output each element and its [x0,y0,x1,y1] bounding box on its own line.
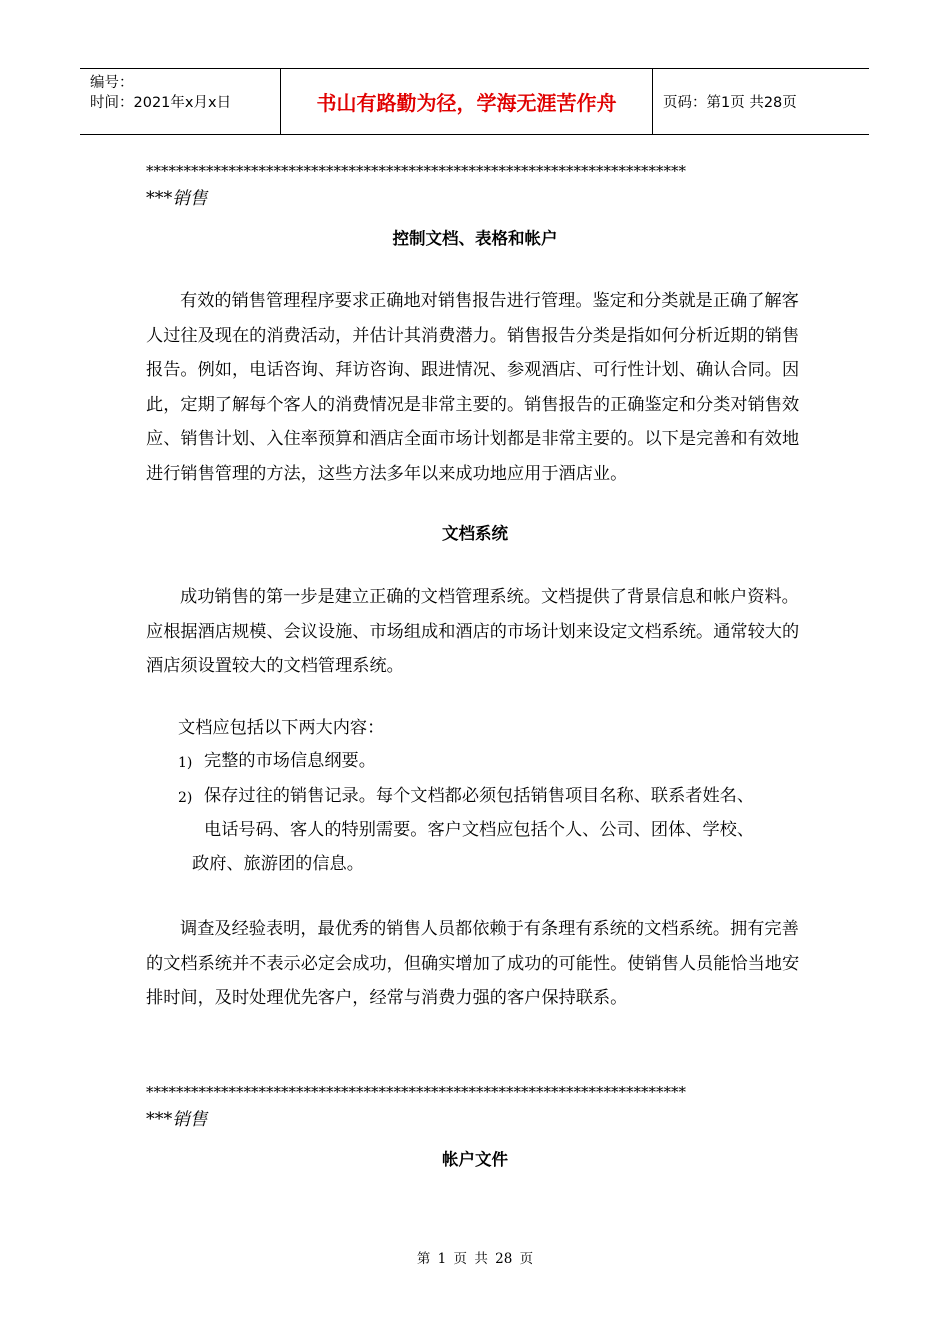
list-item-text-cont: 电话号码、客人的特别需要。客户文档应包括个人、公司、团体、学校、 [204,820,755,840]
star-divider: ************************************************************************ [146,162,686,180]
star-divider-lead: ***销售 [146,1110,208,1130]
list-intro: 文档应包括以下两大内容： [178,718,385,738]
separator-top [146,156,811,212]
list-item-text: 完整的市场信息纲要。 [204,751,376,771]
section-title-document-system: 文档系统 [442,524,508,543]
list-item [178,779,818,889]
header-left-cell [80,69,281,134]
paragraph-sales-management: 有效的销售管理程序要求正确地对销售报告进行管理。鉴定和分类就是正确了解客人过往及现在的消费活动，并估计其消费潜力。销售报告分类是指如何分析近期的销售报告。例如，电话咨询、拜访咨询、跟进情况、参观酒店、可行性计划、确认合同。因此，定期了解每个客人的消费情况是非常主要的。销售报告的正确鉴定和分类对销售效应、销售计划、入住率预算和酒店全面市场计划都是非常主要的。以下是完善和有效地进行销售管理的方法，这些方法多年以来成功地应用于酒店业。 [146,291,800,484]
page-footer: 第 1 页 共 28 页 [416,1251,534,1267]
header-page-info: 页码：第1页 共28页 [663,95,797,111]
section-title-main: 控制文档、表格和帐户 [392,229,558,248]
list-item-text: 保存过往的销售记录。每个文档都必须包括销售项目名称、联系者姓名、 [204,786,755,806]
separator-bottom [146,1077,811,1133]
paragraph-document-system: 成功销售的第一步是建立正确的文档管理系统。文档提供了背景信息和帐户资料。应根据酒店规模、会议设施、市场组成和酒店的市场计划来设定文档系统。通常较大的酒店须设置较大的文档管理系统。 [146,587,800,676]
list-item-number: 1) [178,755,193,771]
document-number-label: 编号： [90,75,134,91]
list-item-number: 2) [178,790,193,806]
header-motto: 书山有路勤为径，学海无涯苦作舟 [281,69,653,134]
document-time-label: 时间：2021年x月x日 [90,95,232,111]
paragraph-research-experience: 调查及经验表明，最优秀的销售人员都依赖于有条理有系统的文档系统。拥有完善的文档系统并不表示必定会成功，但确实增加了成功的可能性。使销售人员能恰当地安排时间，及时处理优先客户，经常与消费力强的客户保持联系。 [146,919,800,1008]
star-divider: ************************************************************************ [146,1083,686,1101]
list-item-text-cont: 政府、旅游团的信息。 [192,854,364,874]
section-title-account-file: 帐户文件 [442,1150,508,1169]
header-table [80,68,869,135]
star-divider-lead: ***销售 [146,189,208,209]
